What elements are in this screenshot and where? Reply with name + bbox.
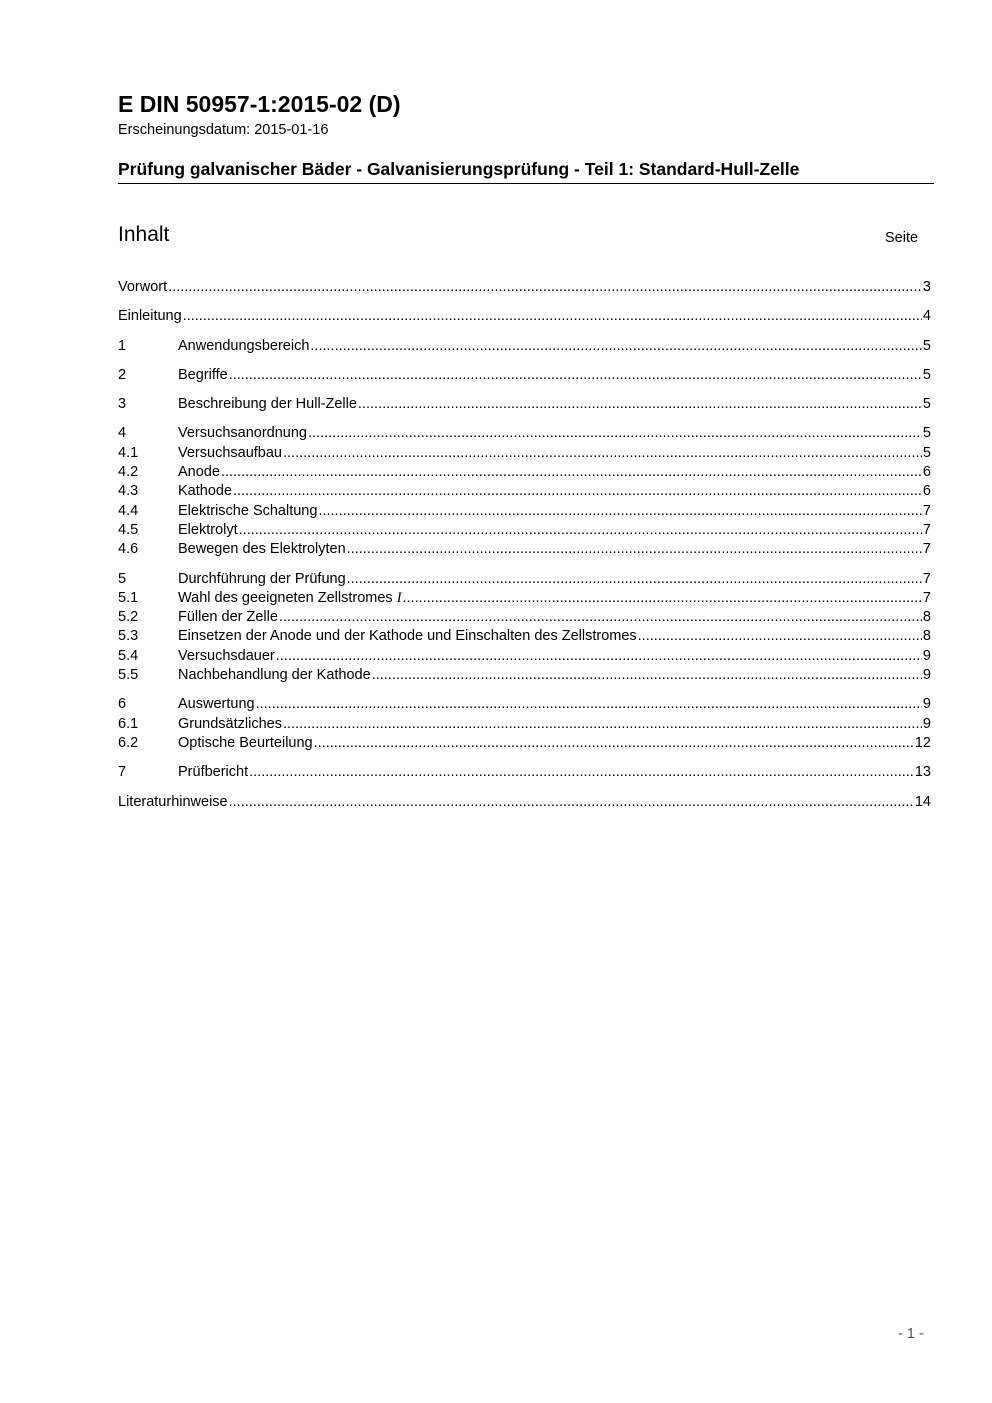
- toc-entry-title: [178, 395, 357, 414]
- toc-dot-leader: [283, 444, 922, 463]
- toc-entry[interactable]: [118, 666, 931, 685]
- toc-entry-page: 4: [922, 308, 931, 325]
- toc-dot-leader: [279, 608, 922, 627]
- toc-entry-title-text: Prüfbericht: [178, 764, 249, 781]
- toc-dot-leader: [221, 463, 922, 482]
- toc-entry-number: 2: [118, 366, 127, 383]
- toc-entry-title-text: Einleitung: [118, 308, 182, 325]
- toc-entry-page: 6: [922, 464, 931, 481]
- toc-dot-leader: [638, 627, 922, 646]
- toc-dot-leader: [256, 695, 922, 714]
- toc-entry-page: 12: [914, 734, 931, 751]
- toc-entry-title: [118, 278, 167, 297]
- toc-entry-title: [178, 627, 637, 646]
- toc-dot-leader: [276, 647, 922, 666]
- toc-entry-number: 6: [118, 696, 127, 713]
- toc-entry-title: [178, 540, 346, 559]
- toc-dot-leader: [358, 395, 922, 414]
- toc-entry-title-text: Versuchsaufbau: [178, 444, 282, 461]
- toc-entry-number: 5: [118, 570, 127, 587]
- toc-entry-title: [178, 608, 278, 627]
- toc-dot-leader: [229, 793, 914, 812]
- toc-entry-page: 13: [914, 764, 931, 781]
- toc-entry-title: [118, 793, 228, 812]
- toc-group: [118, 307, 931, 326]
- toc-entry-page: 3: [922, 279, 931, 295]
- toc-entry-title: [178, 763, 248, 782]
- toc-entry[interactable]: [118, 763, 931, 782]
- toc-entry-title-text: Kathode: [178, 483, 233, 500]
- toc-dot-leader: [403, 589, 922, 608]
- toc-entry-title: [178, 734, 313, 753]
- toc-entry[interactable]: [118, 540, 931, 559]
- toc-entry-number: 5.3: [118, 628, 139, 645]
- toc-entry[interactable]: [118, 608, 931, 627]
- toc-entry-title-text: Nachbehandlung der Kathode: [178, 667, 371, 684]
- toc-entry-number: 5.1: [118, 589, 139, 606]
- toc-entry-title: [118, 307, 182, 326]
- toc-entry-number: 3: [118, 396, 127, 413]
- toc-heading: Inhalt: [118, 223, 170, 246]
- toc-entry[interactable]: [118, 337, 931, 356]
- toc-group: [118, 395, 931, 414]
- toc-entry-title: [178, 695, 255, 714]
- document-number: E DIN 50957-1:2015-02 (D): [118, 91, 401, 117]
- toc-group: [118, 793, 931, 812]
- toc-entry-page: 7: [922, 502, 931, 519]
- toc-entry-title-text: Versuchsanordnung: [178, 425, 307, 442]
- toc-entry-title: [178, 502, 317, 521]
- toc-entry-number: 4.1: [118, 444, 139, 461]
- toc-entry-title-text: Füllen der Zelle: [178, 609, 278, 626]
- toc-entry-number: 4.4: [118, 502, 139, 519]
- toc-entry-title-text: Grundsätzliches: [178, 715, 282, 732]
- toc-entry-title-text: Anwendungsbereich: [178, 337, 310, 354]
- toc-entry-title-text: Versuchsdauer: [178, 647, 275, 664]
- toc-entry[interactable]: [118, 463, 931, 482]
- toc-dot-leader: [347, 540, 922, 559]
- toc-entry-title-text: Literaturhinweise: [118, 793, 228, 810]
- toc-entry-page: 9: [922, 667, 931, 684]
- toc-entry[interactable]: [118, 307, 931, 326]
- toc-entry-title-text: Bewegen des Elektrolyten: [178, 541, 346, 558]
- page-number: - 1 -: [898, 1326, 924, 1342]
- toc-entry[interactable]: [118, 521, 931, 540]
- table-of-contents: [118, 278, 931, 822]
- toc-dot-leader: [229, 366, 922, 385]
- toc-entry-page: 5: [922, 396, 931, 413]
- toc-entry[interactable]: [118, 395, 931, 414]
- toc-entry-page: 5: [922, 425, 931, 442]
- toc-entry-title-text: Durchführung der Prüfung: [178, 570, 346, 587]
- toc-group: [118, 695, 931, 753]
- toc-entry-title: [178, 715, 282, 734]
- toc-entry[interactable]: [118, 695, 931, 714]
- toc-entry-page: 9: [922, 647, 931, 664]
- toc-entry-page: 8: [922, 609, 931, 626]
- toc-entry-title: [178, 666, 371, 685]
- toc-dot-leader: [183, 307, 922, 326]
- toc-entry-number: 6.2: [118, 734, 139, 751]
- toc-group: [118, 424, 931, 559]
- toc-entry-page: 8: [922, 628, 931, 645]
- toc-entry[interactable]: [118, 502, 931, 521]
- toc-entry-page: 9: [922, 696, 931, 713]
- toc-entry-title: [178, 482, 232, 501]
- toc-entry-title: [178, 444, 282, 463]
- toc-entry[interactable]: [118, 734, 931, 753]
- toc-entry-title: [178, 337, 309, 356]
- toc-entry-page: 5: [922, 366, 931, 383]
- toc-dot-leader: [347, 570, 922, 589]
- toc-entry-page: 6: [922, 483, 931, 500]
- toc-entry-title: [178, 463, 220, 482]
- title-divider: [118, 183, 934, 184]
- toc-entry[interactable]: [118, 793, 931, 812]
- toc-dot-leader: [249, 763, 914, 782]
- toc-entry-title: [178, 521, 238, 540]
- toc-entry-page: 9: [922, 715, 931, 732]
- toc-entry-title-text: Optische Beurteilung: [178, 734, 313, 751]
- toc-entry[interactable]: [118, 482, 931, 501]
- toc-group: [118, 763, 931, 782]
- toc-entry[interactable]: [118, 444, 931, 463]
- toc-entry[interactable]: [118, 647, 931, 666]
- toc-entry-number: 5.2: [118, 609, 139, 626]
- toc-entry-number: 5.4: [118, 647, 139, 664]
- toc-entry-title-text: Elektrolyt: [178, 521, 238, 538]
- toc-dot-leader: [283, 715, 922, 734]
- toc-entry[interactable]: [118, 589, 931, 608]
- toc-entry-title: [178, 570, 346, 589]
- toc-entry[interactable]: [118, 366, 931, 385]
- toc-entry[interactable]: [118, 424, 931, 443]
- toc-entry-number: 4.2: [118, 464, 139, 481]
- toc-dot-leader: [318, 502, 921, 521]
- toc-entry-title-text: Begriffe: [178, 366, 228, 383]
- toc-entry-page: 7: [922, 521, 931, 538]
- toc-entry-page: 5: [922, 337, 931, 354]
- toc-group: [118, 337, 931, 356]
- toc-group: [118, 366, 931, 385]
- toc-entry-number: 4.6: [118, 541, 139, 558]
- toc-entry-title-text: Wahl des geeigneten Zellstromes: [178, 589, 393, 606]
- toc-dot-leader: [372, 666, 922, 685]
- toc-entry[interactable]: [118, 570, 931, 589]
- toc-entry-page: 7: [922, 541, 931, 558]
- toc-entry-number: 4: [118, 425, 127, 442]
- document-title: Prüfung galvanischer Bäder - Galvanisierungsprüfung - Teil 1: Standard-Hull-Zelle: [118, 159, 800, 179]
- toc-entry-title: [178, 366, 228, 385]
- toc-entry[interactable]: [118, 715, 931, 734]
- toc-entry-number: 6.1: [118, 715, 139, 732]
- toc-page-column-label: Seite: [885, 230, 919, 246]
- toc-group: [118, 278, 931, 297]
- toc-dot-leader: [233, 482, 922, 501]
- toc-entry[interactable]: [118, 278, 931, 297]
- toc-entry-title-text: Elektrische Schaltung: [178, 502, 318, 519]
- toc-entry-title-text: Anode: [178, 464, 220, 481]
- toc-entry-title-text: Beschreibung der Hull-Zelle: [178, 396, 357, 413]
- toc-entry-page: 14: [914, 793, 931, 810]
- toc-entry-page: 7: [922, 570, 931, 587]
- toc-entry-title: [178, 647, 275, 666]
- toc-dot-leader: [308, 424, 922, 443]
- toc-entry-title-text: Auswertung: [178, 696, 255, 713]
- toc-entry-symbol: I: [396, 589, 402, 606]
- toc-dot-leader: [314, 734, 914, 753]
- toc-entry-title: [178, 589, 402, 608]
- toc-entry-number: 4.5: [118, 521, 139, 538]
- toc-entry-title: [178, 424, 307, 443]
- toc-entry-number: 4.3: [118, 483, 139, 500]
- issue-date: Erscheinungsdatum: 2015-01-16: [118, 122, 329, 138]
- toc-entry-number: 7: [118, 764, 127, 781]
- toc-entry-number: 5.5: [118, 667, 139, 684]
- toc-entry[interactable]: [118, 627, 931, 646]
- toc-dot-leader: [239, 521, 922, 540]
- toc-group: [118, 570, 931, 686]
- toc-dot-leader: [168, 278, 922, 297]
- toc-entry-title-text: Vorwort: [118, 279, 168, 295]
- toc-entry-page: 5: [922, 444, 931, 461]
- toc-entry-number: 1: [118, 337, 127, 354]
- toc-entry-title-text: Einsetzen der Anode und der Kathode und Einschalten des Zellstromes: [178, 628, 637, 645]
- toc-dot-leader: [310, 337, 922, 356]
- toc-entry-page: 7: [922, 589, 931, 606]
